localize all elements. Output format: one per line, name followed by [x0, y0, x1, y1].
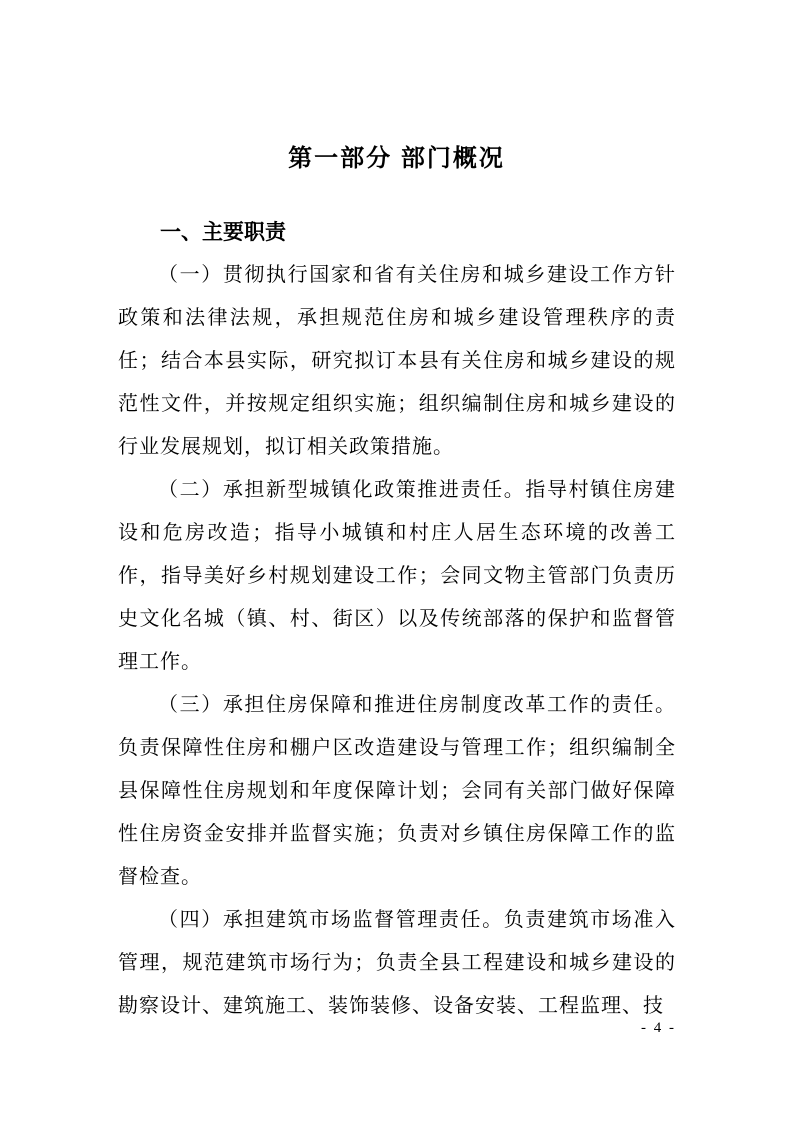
paragraph-1: （一）贯彻执行国家和省有关住房和城乡建设工作方针政策和法律法规，承担规范住房和城乡建设管理秩序的责任；结合本县实际，研究拟订本县有关住房和城乡建设的规范性文件，并按规定组织实施；组织编制住房和城乡建设的行业发展规划，拟订相关政策措施。: [118, 264, 676, 458]
paragraph-4: （四）承担建筑市场监督管理责任。负责建筑市场准入管理，规范建筑市场行为；负责全县工程建设和城乡建设的勘察设计、建筑施工、装饰装修、设备安装、工程监理、技: [118, 909, 676, 1017]
section-heading: 一、主要职责: [160, 221, 286, 244]
paragraph-3: （三）承担住房保障和推进住房制度改革工作的责任。负责保障性住房和棚户区改造建设与管理工作；组织编制全县保障性住房规划和年度保障计划；会同有关部门做好保障性住房资金安排并监督实施；负责对乡镇住房保障工作的监督检查。: [118, 694, 676, 888]
document-body: [118, 211, 676, 1028]
paragraph-2: （二）承担新型城镇化政策推进责任。指导村镇住房建设和危房改造；指导小城镇和村庄人居生态环境的改善工作，指导美好乡村规划建设工作；会同文物主管部门负责历史文化名城（镇、村、街区）以及传统部落的保护和监督管理工作。: [118, 479, 676, 673]
document-title: 第一部分 部门概况: [288, 145, 505, 172]
page-number: - 4 -: [641, 1020, 676, 1036]
